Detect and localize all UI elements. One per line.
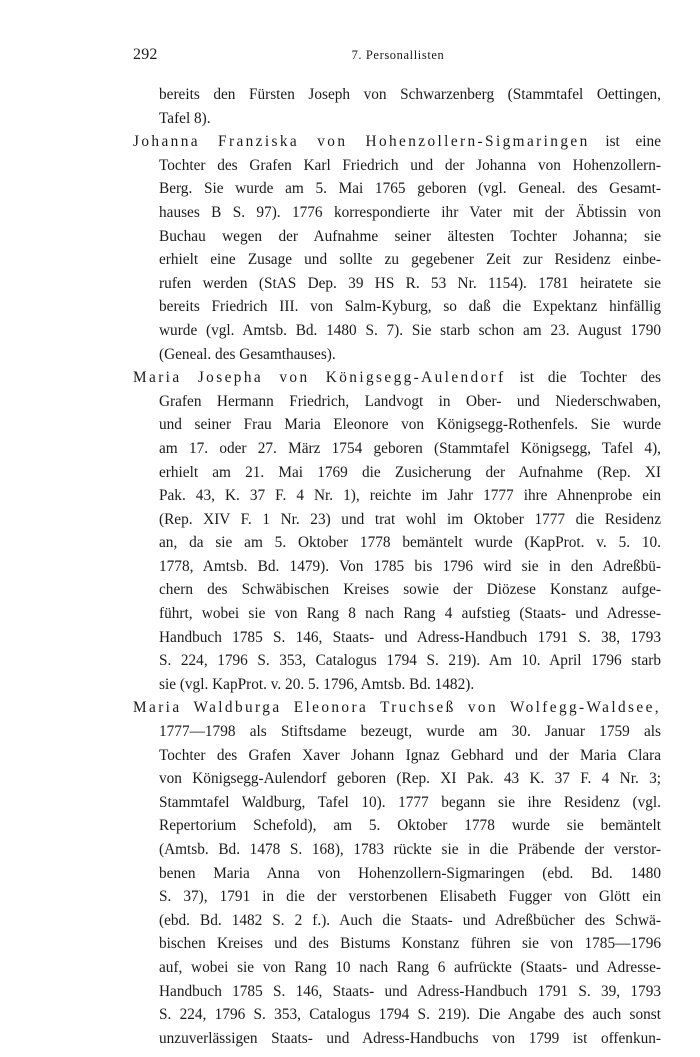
page-number: 292 — [133, 46, 158, 63]
text-line: (Amtsb. Bd. 1478 S. 168), 1783 rückte sie in die Präbende der verstor- — [159, 841, 661, 858]
entry-first-line: Maria Josepha von Königsegg-Aulendorf ist die Tochter des — [133, 369, 661, 387]
text-line: wurde (vgl. Amtsb. Bd. 1480 S. 7). Sie starb schon am 23. August 1790 — [159, 321, 661, 339]
text-line: erhielt eine Zusage und sollte zu gegebener Zeit zur Residenz einbe- — [159, 251, 661, 269]
text-line: Tafel 8). — [159, 109, 211, 127]
entry-continuation — [133, 83, 661, 130]
entry-first-line — [133, 696, 661, 720]
text-line: bereits den Fürsten Joseph von Schwarzenberg (Stammtafel Oettingen, — [159, 86, 661, 103]
running-head: 7. Personallisten — [351, 48, 445, 62]
text-line: Buchau wegen der Aufnahme seiner ältesten Tochter Johanna; sie — [159, 227, 661, 245]
text-line: Pak. 43, K. 37 F. 4 Nr. 1), reichte im Jahr 1777 ihre Ahnenprobe ein — [159, 487, 661, 505]
text-line: am 17. oder 27. März 1754 geboren (Stammtafel Königsegg, Tafel 4), — [159, 439, 661, 457]
text-line: unzuverlässigen Staats- und Adress-Handbuchs von 1799 ist offenkun- — [159, 1029, 661, 1047]
entry-johanna-franziska — [133, 130, 661, 366]
text-line: 1777—1798 als Stiftsdame bezeugt, wurde am 30. Januar 1759 als — [159, 723, 661, 741]
text-line: Stammtafel Waldburg, Tafel 10). 1777 begann sie ihre Residenz (vgl. — [159, 793, 661, 811]
text-line: S. 224, 1796 S. 353, Catalogus 1794 S. 219). Die Angabe des auch sonst — [159, 1006, 661, 1024]
person-name: Maria Waldburga Eleonora Truchseß von Wolfegg-Waldsee, — [133, 699, 661, 717]
text-line: Handbuch 1785 S. 146, Staats- und Adress-Handbuch 1791 S. 38, 1793 — [159, 628, 661, 646]
text-line: (Geneal. des Gesamthauses). — [159, 345, 336, 363]
text-line: bischen Kreises und des Bistums Konstanz führen sie von 1785—1796 — [159, 935, 661, 953]
text-line: Repertorium Schefold), am 5. Oktober 1778 wurde sie bemäntelt — [159, 817, 661, 835]
text-line: Tochter des Grafen Karl Friedrich und der Johanna von Hohenzollern- — [159, 156, 661, 174]
text-line: und seiner Frau Maria Eleonore von Königsegg-Rothenfels. Sie wurde — [159, 416, 661, 434]
text-line: erhielt am 21. Mai 1769 die Zusicherung der Aufnahme (Rep. XI — [159, 463, 661, 481]
text-line: benen Maria Anna von Hohenzollern-Sigmaringen (ebd. Bd. 1480 — [159, 864, 661, 882]
text-line: von Königsegg-Aulendorf geboren (Rep. XI Pak. 43 K. 37 F. 4 Nr. 3; — [159, 770, 661, 788]
text-line: S. 224, 1796 S. 353, Catalogus 1794 S. 219). Am 10. April 1796 starb — [159, 652, 661, 670]
text-line: chern des Schwäbischen Kreises sowie der Diözese Konstanz aufge- — [159, 581, 661, 599]
body-text — [133, 83, 661, 1050]
text-line: führt, wobei sie von Rang 8 nach Rang 4 aufstieg (Staats- und Adresse- — [159, 605, 661, 623]
text-line: rufen werden (StAS Dep. 39 HS R. 53 Nr. 1154). 1781 heiratete sie — [159, 274, 661, 292]
entry-maria-waldburga — [133, 696, 661, 1050]
entry-first-line: Johanna Franziska von Hohenzollern-Sigmaringen ist eine — [133, 133, 661, 151]
text-line: hauses B S. 97). 1776 korrespondierte ihr Vater mit der Äbtissin von — [159, 203, 661, 221]
person-name: Johanna Franziska von Hohenzollern-Sigmaringen — [133, 133, 590, 151]
text-line: S. 37), 1791 in die der verstorbenen Elisabeth Fugger von Glött ein — [159, 888, 661, 906]
page-header — [133, 46, 663, 66]
text-line: (Rep. XIV F. 1 Nr. 23) und trat wohl im Oktober 1777 die Residenz — [159, 510, 661, 528]
text-line: an, da sie am 5. Oktober 1778 bemäntelt wurde (KapProt. v. 5. 10. — [159, 534, 661, 552]
text-line: 1778, Amtsb. Bd. 1479). Von 1785 bis 1796 wird sie in den Adreßbü- — [159, 557, 661, 575]
entry-maria-josepha — [133, 366, 661, 696]
text-line: bereits Friedrich III. von Salm-Kyburg, so daß die Expektanz hinfällig — [159, 298, 661, 316]
person-name: Maria Josepha von Königsegg-Aulendorf — [133, 369, 506, 387]
text-line: auf, wobei sie von Rang 10 nach Rang 6 aufrückte (Staats- und Adresse- — [159, 958, 661, 976]
text-line: (ebd. Bd. 1482 S. 2 f.). Auch die Staats- und Adreßbücher des Schwä- — [159, 911, 661, 929]
text-line: Handbuch 1785 S. 146, Staats- und Adress-Handbuch 1791 S. 39, 1793 — [159, 982, 661, 1000]
text-line: Berg. Sie wurde am 5. Mai 1765 geboren (vgl. Geneal. des Gesamt- — [159, 180, 661, 198]
text-line: Tochter des Grafen Xaver Johann Ignaz Gebhard und der Maria Clara — [159, 746, 661, 764]
text-line: Grafen Hermann Friedrich, Landvogt in Ober- und Niederschwaben, — [159, 392, 661, 410]
text-line: sie (vgl. KapProt. v. 20. 5. 1796, Amtsb. Bd. 1482). — [159, 675, 475, 693]
